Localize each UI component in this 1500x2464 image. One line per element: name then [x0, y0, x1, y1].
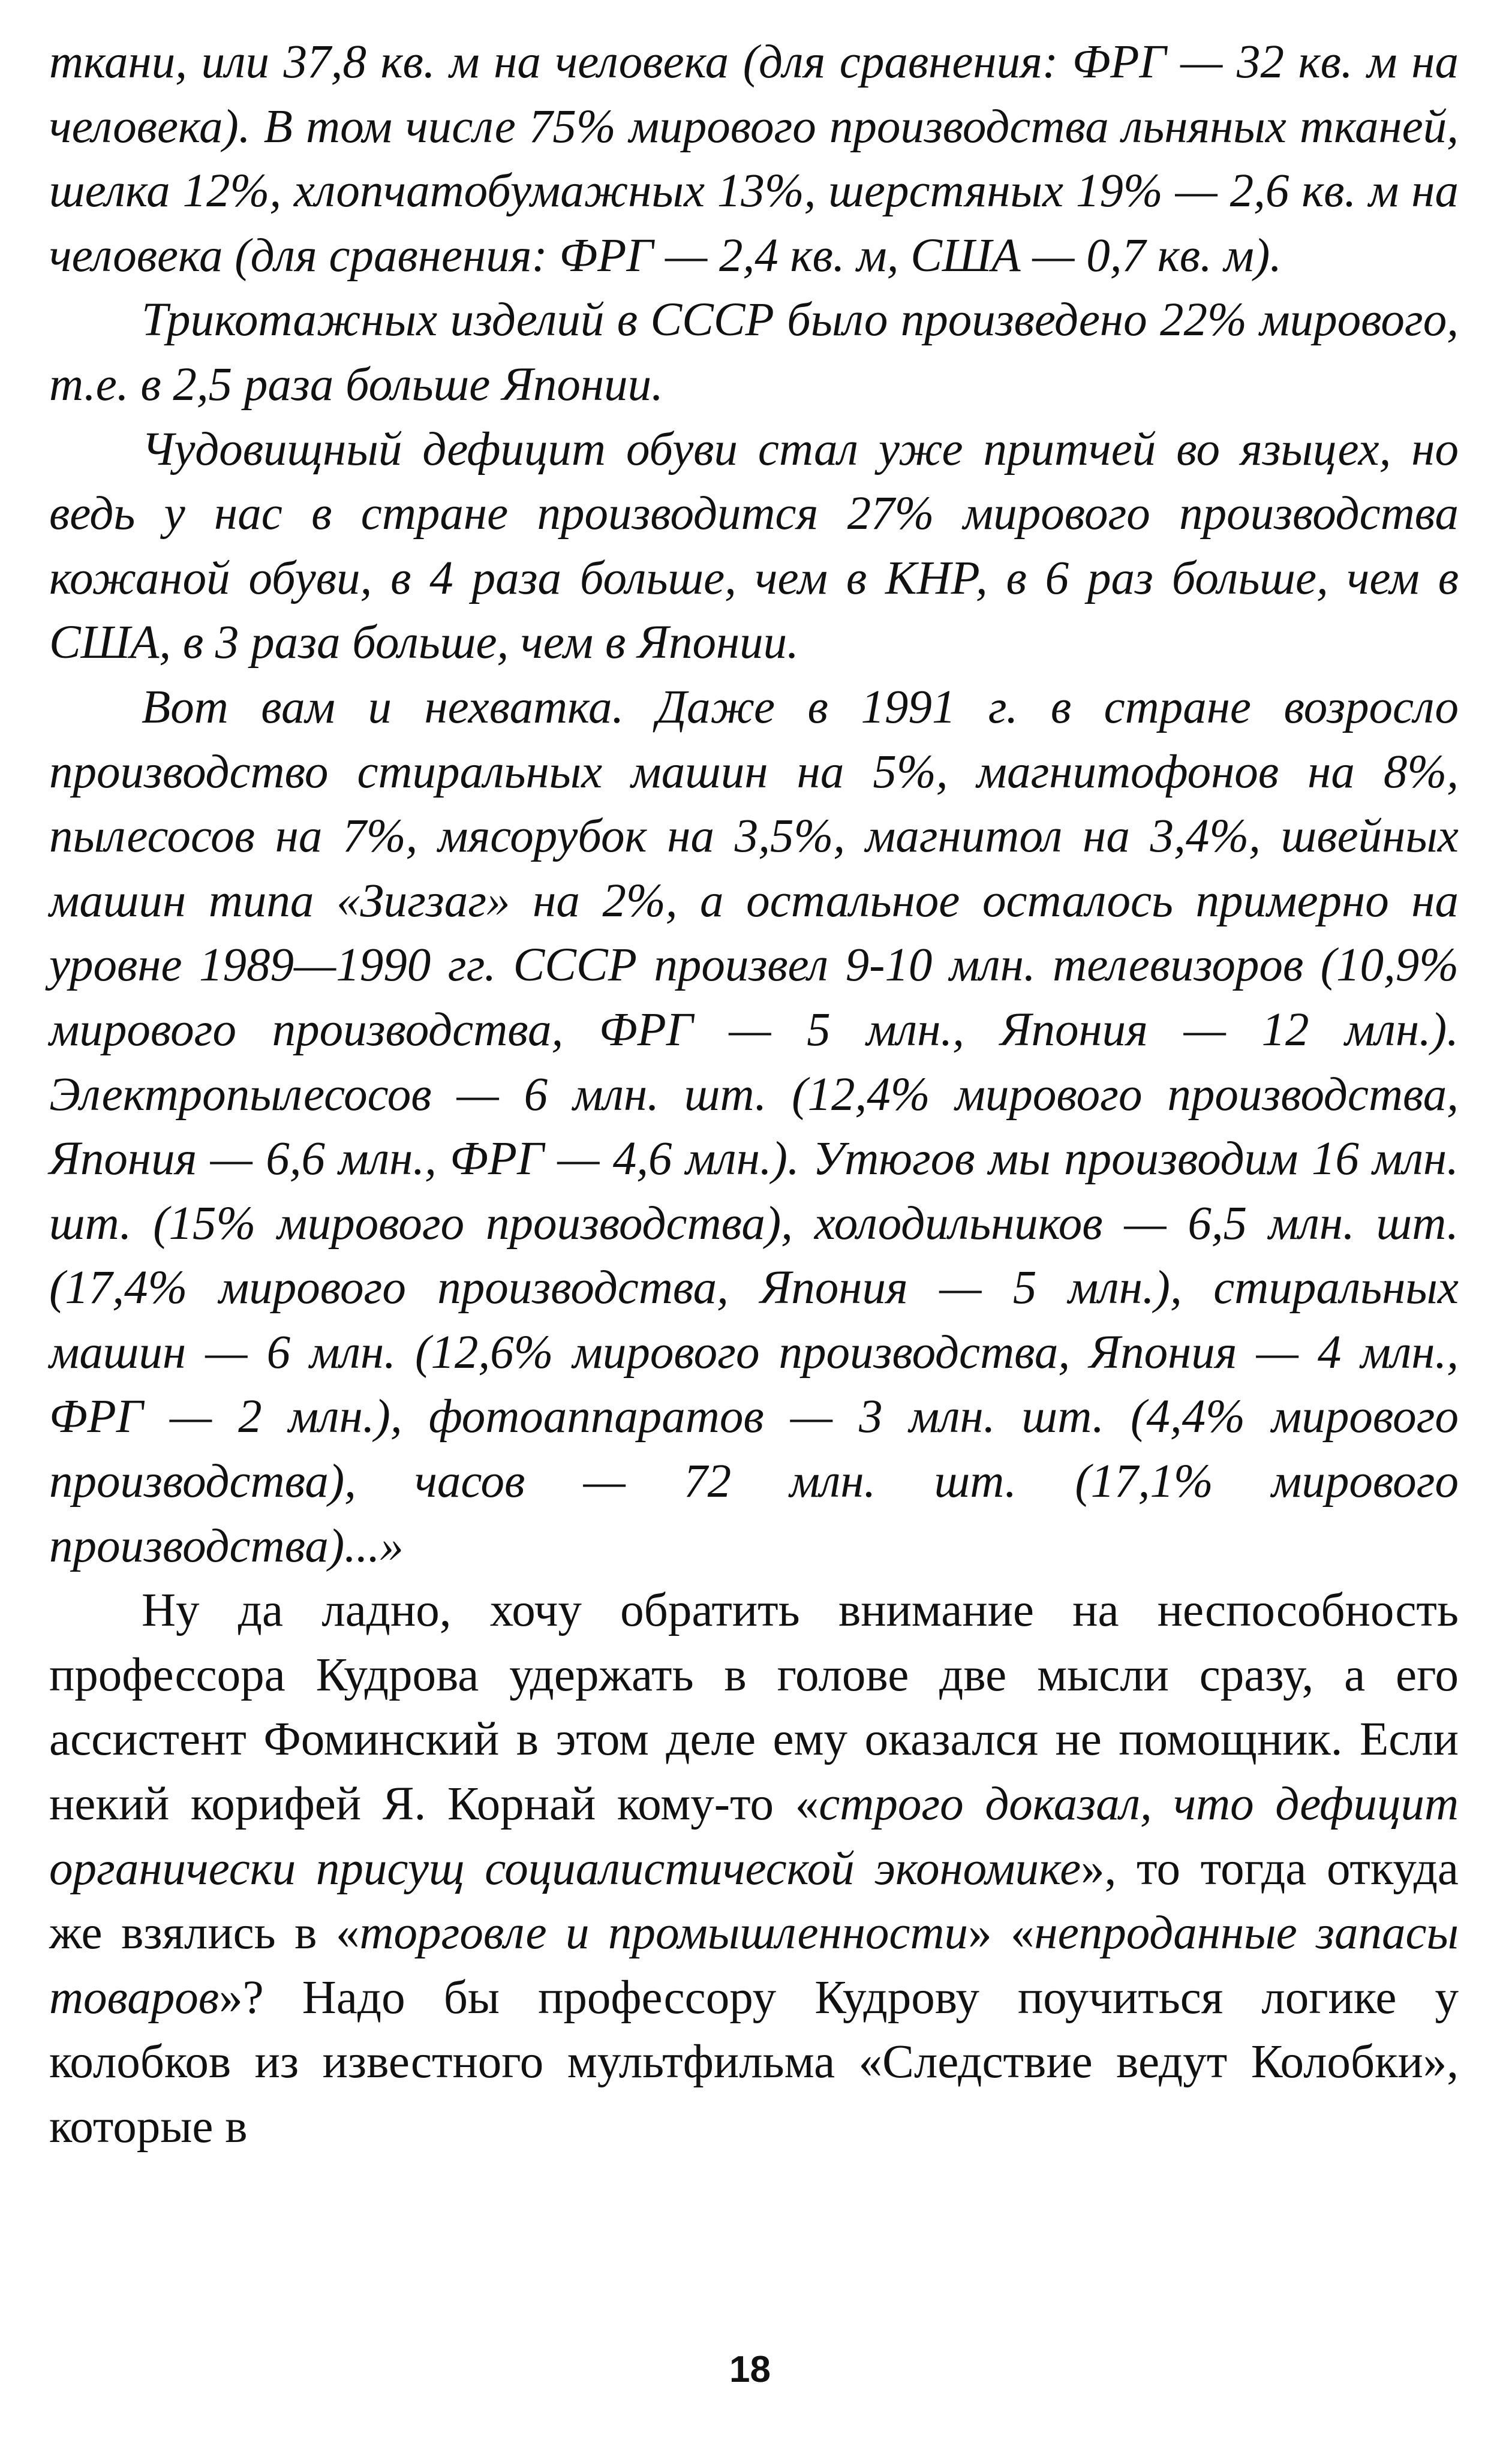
book-page	[49, 30, 1459, 2159]
body-text-2: », то тогда откуда же взялись в «	[49, 1842, 1459, 1960]
body-paragraph	[49, 1578, 1459, 2159]
citation-3: непроданные запасы товаров	[49, 1907, 1459, 2024]
citation-1: строго доказал, что дефицит органически присущ социалистической экономике	[49, 1778, 1459, 1895]
page-number: 18	[729, 2349, 771, 2390]
body-text-1: Ну да ладно, хочу обратить внимание на неспособность профессора Кудрова удержать в голове две мысли сразу, а его ассистент Фоминский в этом деле ему оказался не помощник. Если некий корифей Я. Корнай кому-то «	[49, 1584, 1459, 1831]
quote-paragraph-1: ткани, или 37,8 кв. м на человека (для сравнения: ФРГ — 32 кв. м на человека). В том числе 75% мирового производства льняных тканей, шелка 12%, хлопчатобумажных 13%, шерстяных 19% — 2,6 кв. м на человека (для сравнения: ФРГ — 2,4 кв. м, США — 0,7 кв. м).	[49, 36, 1459, 282]
quote-paragraph-2: Трикотажных изделий в СССР было произведено 22% мирового, т.е. в 2,5 раза больше Японии.	[49, 294, 1459, 411]
quote-paragraph-3: Чудовищный дефицит обуви стал уже притчей во языцех, но ведь у нас в стране производится 27% мирового производства кожаной обуви, в 4 раза больше, чем в КНР, в 6 раз больше, чем в США, в 3 раза больше, чем в Японии.	[49, 423, 1459, 669]
citation-2: торговле и промышленности	[359, 1907, 969, 1960]
quote-paragraph-4: Вот вам и нехватка. Даже в 1991 г. в стране возросло производство стиральных машин на 5%, магнитофонов на 8%, пылесосов на 7%, мясорубок на 3,5%, магнитол на 3,4%, швейных машин типа «Зигзаг» на 2%, а остальное осталось примерно на уровне 1989—1990 гг. СССР произвел 9-10 млн. телевизоров (10,9% мирового производства, ФРГ — 5 млн., Япония — 12 млн.). Электропылесосов — 6 млн. шт. (12,4% мирового производства, Япония — 6,6 млн., ФРГ — 4,6 млн.). Утюгов мы производим 16 млн. шт. (15% мирового производства), холодильников — 6,5 млн. шт. (17,4% мирового производства, Япония — 5 млн.), стиральных машин — 6 млн. (12,6% мирового производства, Япония — 4 млн., ФРГ — 2 млн.), фотоаппаратов — 3 млн. шт. (4,4% мирового производства), часов — 72 млн. шт. (17,1% мирового производства)...»	[49, 681, 1459, 1572]
body-text-3: » «	[968, 1907, 1035, 1960]
body-text-4: »? Надо бы профессору Кудрову поучиться логике у колобков из известного мультфильма «Следствие ведут Колобки», которые в	[49, 1971, 1459, 2153]
